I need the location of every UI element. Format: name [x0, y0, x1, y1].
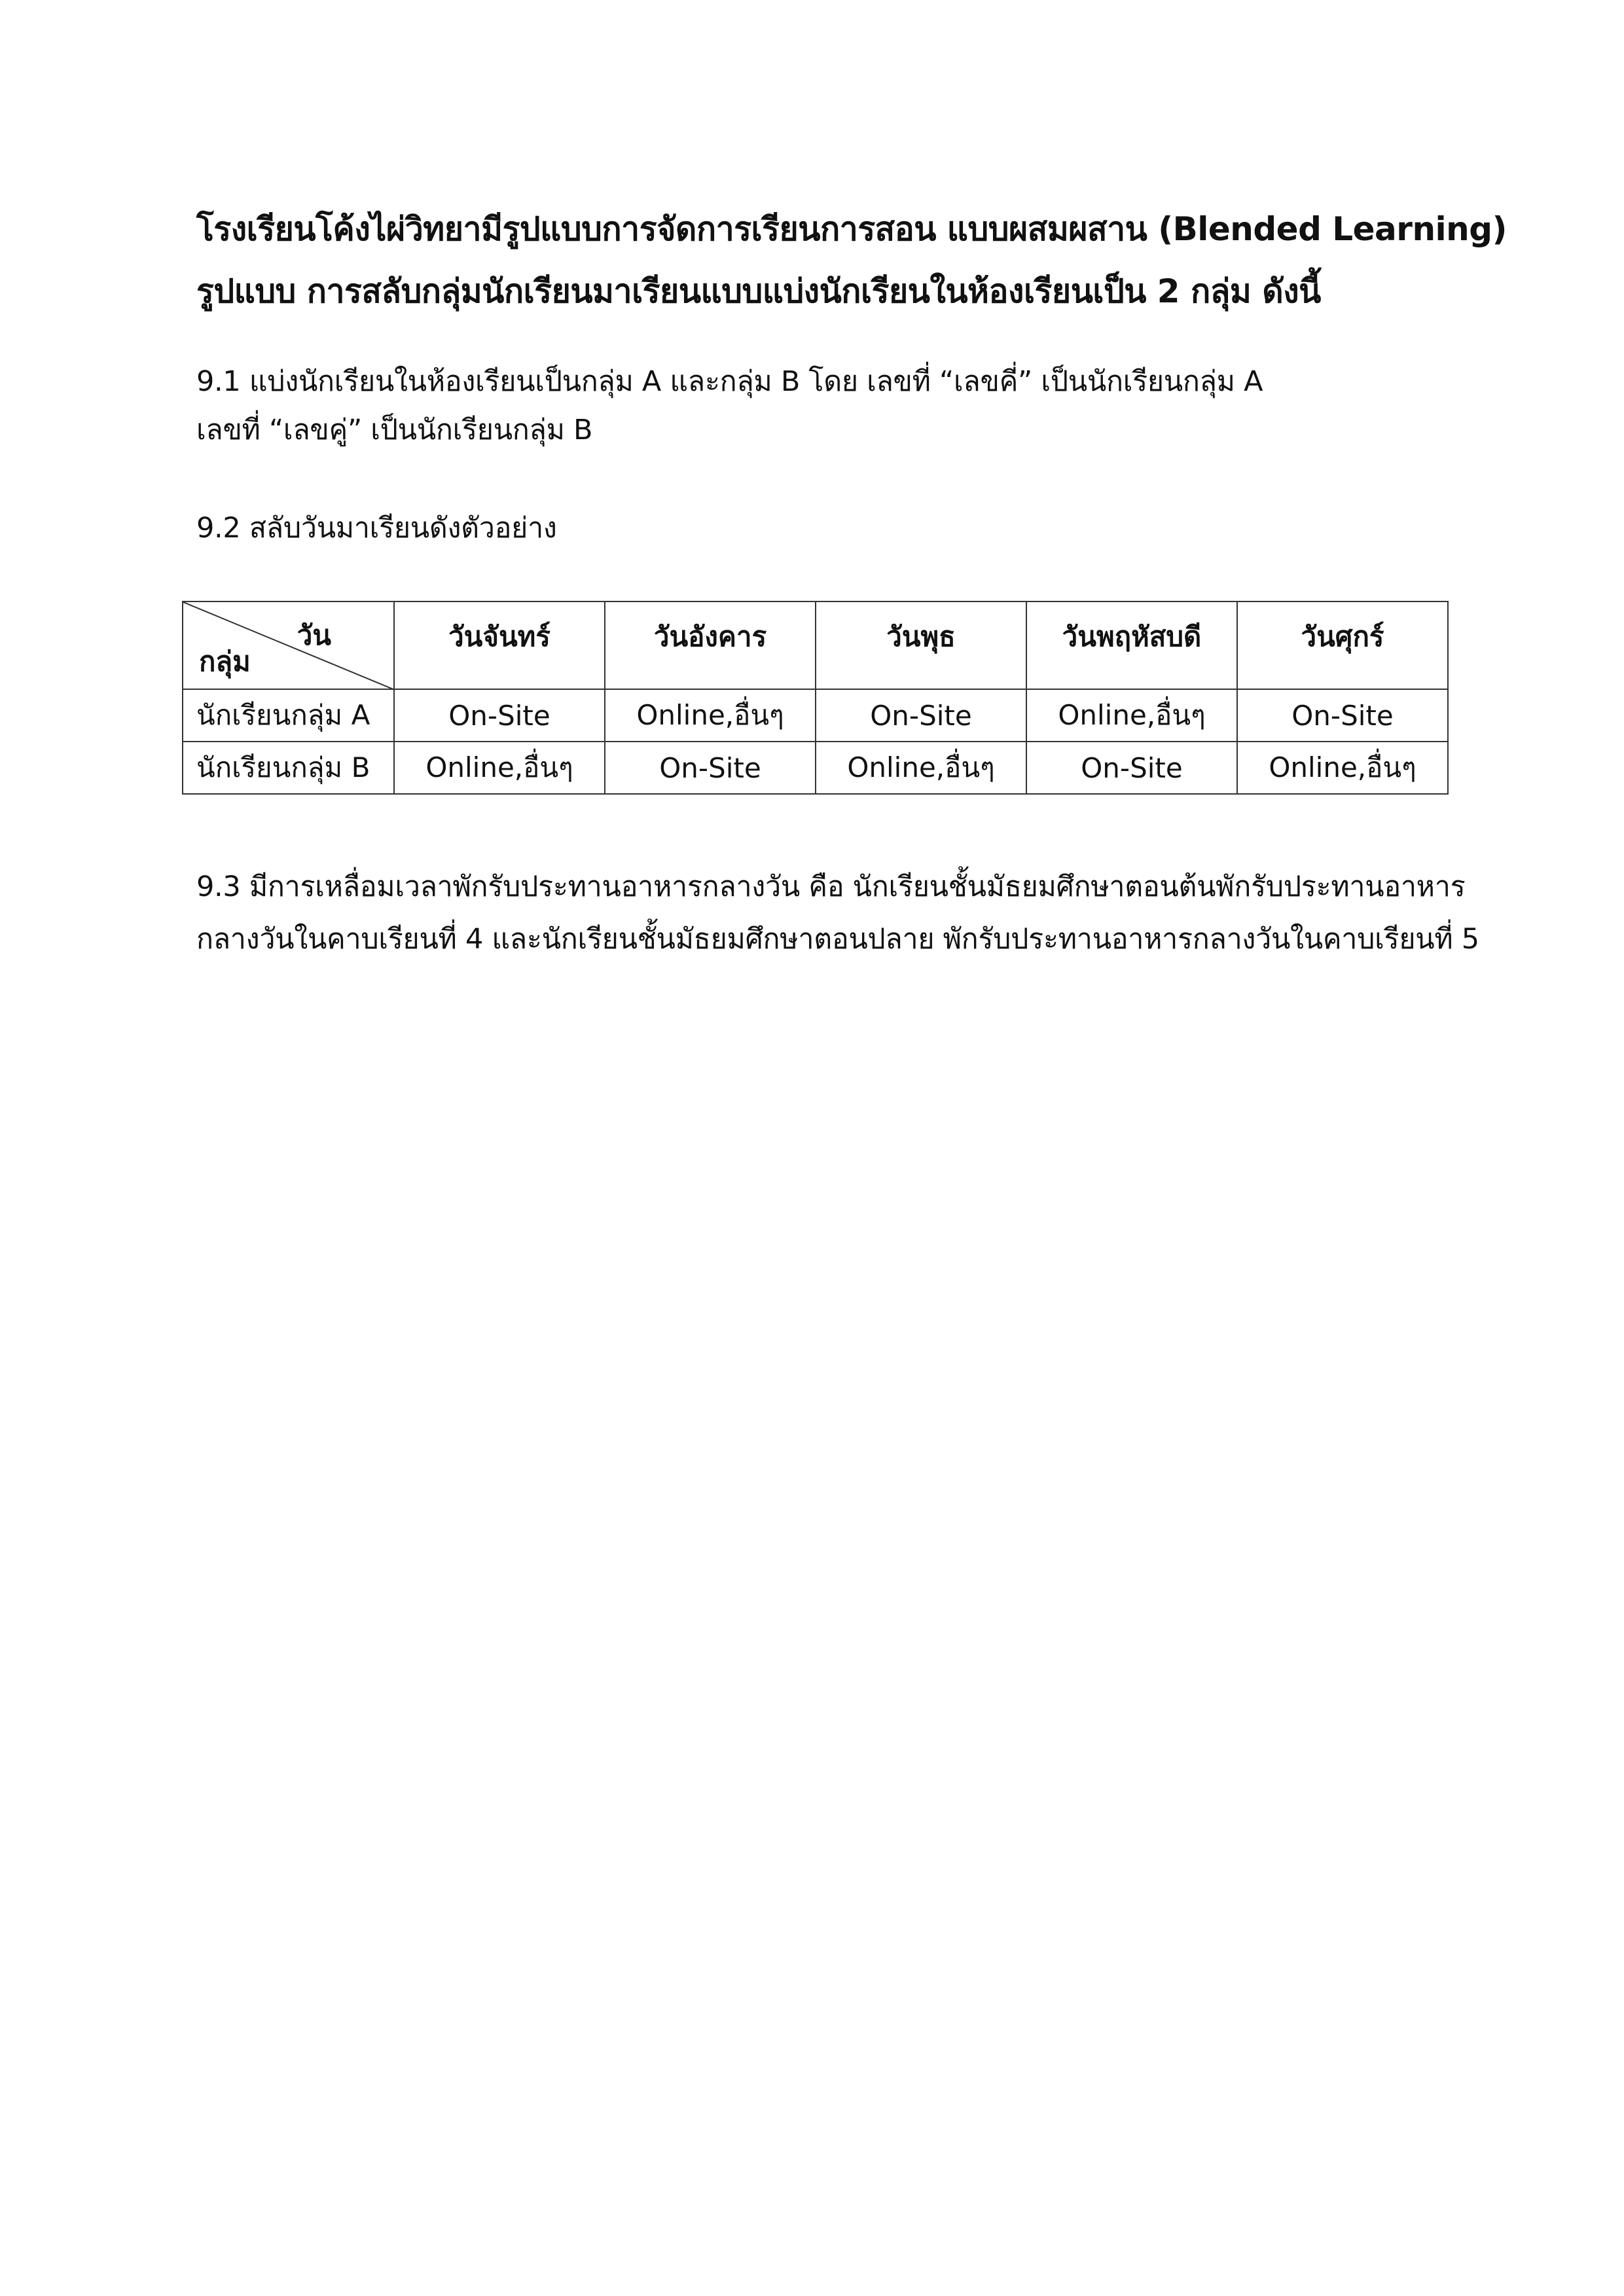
corner-header-cell [183, 601, 394, 689]
table-cell: On-Site [816, 689, 1026, 742]
day-header-friday: วันศุกร์ [1237, 601, 1448, 689]
day-header-monday: วันจันทร์ [394, 601, 605, 689]
day-header-thursday: วันพฤหัสบดี [1026, 601, 1237, 689]
day-header-wednesday: วันพุธ [816, 601, 1026, 689]
group-b-label: นักเรียนกลุ่ม B [183, 742, 394, 794]
section-9-2-text: 9.2 สลับวันมาเรียนดังตัวอย่าง [196, 512, 557, 545]
section-9-1-line-2: เลขที่ “เลขคู่” เป็นนักเรียนกลุ่ม B [196, 414, 593, 446]
table-row-group-b [183, 742, 1448, 794]
day-header-tuesday: วันอังคาร [605, 601, 816, 689]
table-cell: On-Site [1237, 689, 1448, 742]
section-9-3-line-1: 9.3 มีการเหลื่อมเวลาพักรับประทานอาหารกลางวัน คือ นักเรียนชั้นมัธยมศึกษาตอนต้นพักรับประทานอาหาร [196, 870, 1466, 903]
heading-line-2: รูปแบบ การสลับกลุ่มนักเรียนมาเรียนแบบแบ่งนักเรียนในห้องเรียนเป็น 2 กลุ่ม ดังนี้ [196, 272, 1321, 310]
table-cell: Online,อื่นๆ [605, 689, 816, 742]
group-a-label: นักเรียนกลุ่ม A [183, 689, 394, 742]
section-9-3-line-2: กลางวันในคาบเรียนที่ 4 และนักเรียนชั้นมัธยมศึกษาตอนปลาย พักรับประทานอาหารกลางวันในคาบเรียนที่ 5 [196, 923, 1479, 956]
schedule-table [182, 601, 1449, 795]
table-row-group-a [183, 689, 1448, 742]
table-cell: On-Site [1026, 742, 1237, 794]
table-cell: Online,อื่นๆ [1026, 689, 1237, 742]
table-cell: Online,อื่นๆ [1237, 742, 1448, 794]
table-header-row [183, 601, 1448, 689]
heading-line-1: โรงเรียนโค้งไผ่วิทยามีรูปแบบการจัดการเรียนการสอน แบบผสมผสาน (Blended Learning) [196, 210, 1507, 248]
corner-day-label: วัน [297, 619, 331, 651]
table-cell: Online,อื่นๆ [816, 742, 1026, 794]
table-cell: On-Site [605, 742, 816, 794]
section-9-1-line-1: 9.1 แบ่งนักเรียนในห้องเรียนเป็นกลุ่ม A และกลุ่ม B โดย เลขที่ “เลขคี่” เป็นนักเรียนกลุ่ม A [196, 365, 1263, 398]
table-cell: Online,อื่นๆ [394, 742, 605, 794]
corner-group-label: กลุ่ม [199, 645, 251, 677]
table-cell: On-Site [394, 689, 605, 742]
